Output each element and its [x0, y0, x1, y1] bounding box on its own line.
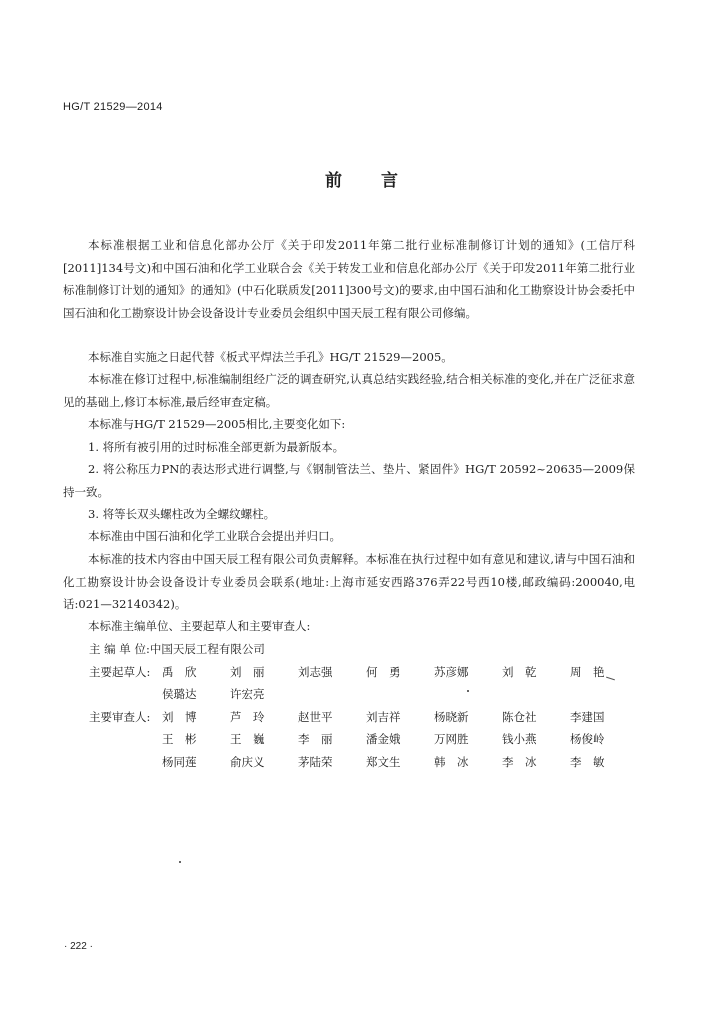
- reviewer-name: 杨同莲: [162, 754, 197, 769]
- paragraph-change-1: 1. 将所有被引用的过时标准全部更新为最新版本。: [88, 440, 345, 454]
- drafter-name: 苏彦娜: [434, 664, 469, 679]
- drafter-name: 何 勇: [366, 664, 401, 679]
- drafters-row-1: [89, 661, 638, 684]
- reviewer-name: 郑文生: [366, 754, 401, 769]
- paragraph-changes-intro: 本标准与HG/T 21529—2005相比,主要变化如下:: [88, 417, 346, 431]
- reviewer-name: 王 巍: [230, 732, 265, 746]
- chief-unit-label: 主 编 单 位:: [89, 642, 150, 656]
- standard-code: HG/T 21529—2014: [63, 101, 163, 113]
- scan-dot: [179, 861, 181, 863]
- reviewer-name: 潘金娥: [366, 732, 401, 746]
- paragraph-proposer: 本标准由中国石油和化学工业联合会提出并归口。: [88, 529, 341, 543]
- reviewer-name: 杨俊岭: [570, 732, 605, 746]
- roster: [89, 638, 638, 773]
- page-title: [0, 166, 724, 191]
- reviewer-name: 刘 博: [162, 709, 197, 724]
- reviewer-name: 李 丽: [298, 732, 333, 746]
- drafter-name: 刘 丽: [230, 664, 265, 679]
- reviewer-name: 芦 玲: [230, 709, 265, 724]
- reviewer-name: 王 彬: [162, 732, 197, 746]
- drafters-row-2: [89, 683, 638, 706]
- title-char-2: 言: [381, 171, 399, 191]
- drafter-name: 周 艳: [570, 664, 605, 679]
- reviewer-name: 赵世平: [298, 709, 333, 724]
- paragraph-revision-process: 本标准在修订过程中,标准编制组经广泛的调查研究,认真总结实践经验,结合相关标准的变化,并在广泛征求意见的基础上,修订本标准,最后经审查定稿。: [63, 372, 635, 409]
- paragraph-change-2: 2. 将公称压力PN的表达形式进行调整,与《钢制管法兰、垫片、紧固件》HG/T 20592~20635—2009保持一致。: [63, 462, 635, 499]
- reviewers-row-1: [89, 706, 638, 729]
- reviewer-name: 李 敏: [570, 754, 605, 769]
- reviewer-name: 陈仓社: [502, 709, 537, 724]
- drafter-name: 刘志强: [298, 664, 333, 679]
- reviewer-name: 刘吉祥: [366, 709, 401, 724]
- reviewers-label: 主要审查人:: [89, 709, 151, 724]
- reviewer-name: 钱小燕: [502, 732, 537, 746]
- chief-unit-value: 中国天辰工程有限公司: [149, 642, 265, 656]
- reviewer-name: 杨晓新: [434, 709, 469, 724]
- paragraph-roster-intro: 本标准主编单位、主要起草人和主要审查人:: [88, 619, 311, 633]
- reviewer-name: 万网胜: [434, 732, 469, 746]
- drafters-label: 主要起草人:: [89, 664, 151, 679]
- reviewers-row-2: [89, 728, 638, 751]
- chief-unit-row: [89, 638, 638, 661]
- reviewers-row-3: [89, 751, 638, 774]
- reviewer-name: 李 冰: [502, 754, 537, 769]
- scan-dot: [467, 690, 469, 692]
- paragraph-contact: 本标准的技术内容由中国天辰工程有限公司负责解释。本标准在执行过程中如有意见和建议,请与中国石油和化工勘察设计协会设备设计专业委员会联系(地址:上海市延安西路376弄22号西10楼,邮政编码:200040,电话:021—32140342)。: [63, 552, 635, 612]
- drafter-name: 刘 乾: [502, 664, 537, 679]
- drafter-name: 侯璐达: [162, 687, 197, 701]
- paragraph-origin: 本标准根据工业和信息化部办公厅《关于印发2011年第二批行业标准制修订计划的通知》(工信厅科[2011]134号文)和中国石油和化学工业联合会《关于转发工业和信息化部办公厅《关于印发2011年第二批行业标准制修订计划的通知》的通知》(中石化联质发[2011]300号文)的要求,由中国石油和化工勘察设计协会委托中国石油和化工勘察设计协会设备设计专业委员会组织中国天辰工程有限公司修编。: [63, 238, 635, 320]
- drafter-name: 禹 欣: [162, 664, 197, 679]
- reviewer-name: 俞庆义: [230, 754, 265, 769]
- reviewer-name: 茅陆荣: [298, 754, 333, 769]
- reviewer-name: 李建国: [570, 709, 605, 724]
- page-number: · 222 ·: [64, 941, 93, 952]
- paragraph-change-3: 3. 将等长双头螺柱改为全螺纹螺柱。: [88, 507, 276, 521]
- title-char-1: 前: [325, 171, 343, 191]
- drafter-name: 许宏亮: [230, 687, 265, 701]
- reviewer-name: 韩 冰: [434, 754, 469, 769]
- paragraph-supersedes: 本标准自实施之日起代替《板式平焊法兰手孔》HG/T 21529—2005。: [88, 350, 453, 364]
